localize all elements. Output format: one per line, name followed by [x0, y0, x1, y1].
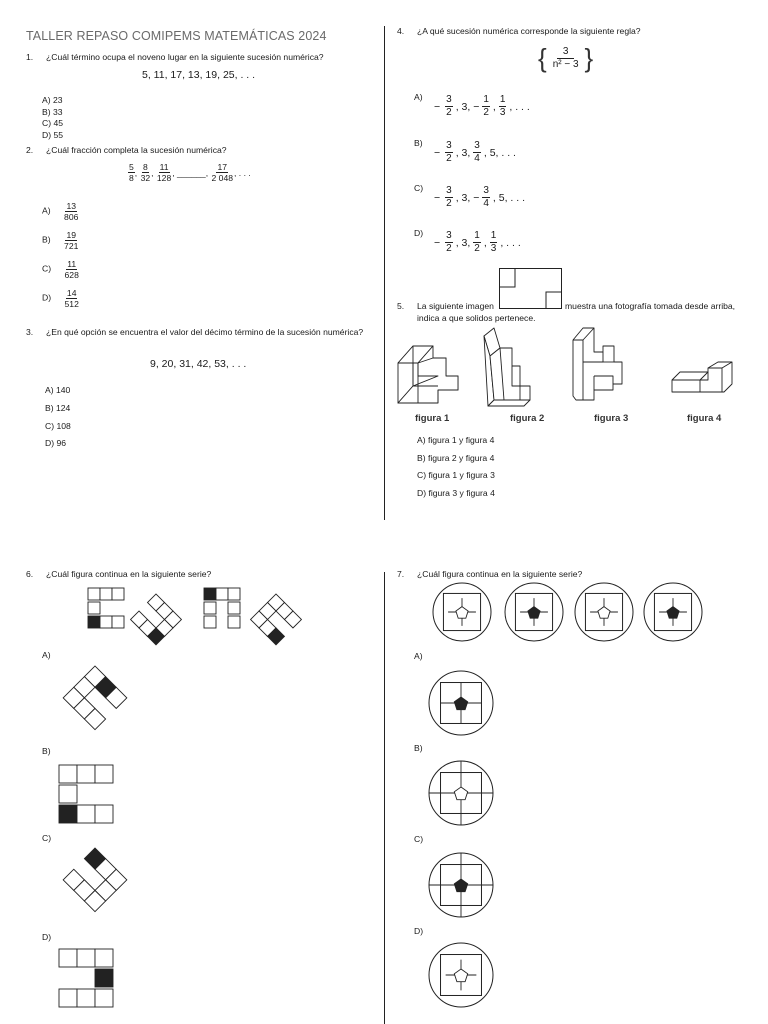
circle-figure — [429, 761, 493, 825]
q6-option-a-figure[interactable] — [55, 664, 140, 744]
fraction: $\frac{3}{2}$ — [446, 94, 452, 118]
option-b[interactable]: B) figura 2 y figura 4 — [417, 452, 495, 463]
q4-option-label[interactable]: A) — [414, 92, 423, 102]
figure-2-solid — [484, 328, 530, 406]
q7-option-c-label[interactable]: C) — [414, 834, 424, 844]
sign: − — [434, 100, 441, 113]
question-text: ¿Cuál término ocupa el noveno lugar en la siguiente sucesión numérica? — [46, 52, 324, 62]
sign: − — [434, 236, 441, 249]
q2-option-d[interactable]: D) $\frac{14}{512}$ — [42, 288, 79, 309]
separator: , — [492, 100, 496, 113]
circle-figure — [429, 853, 493, 917]
page-title: TALLER REPASO COMIPEMS MATEMÁTICAS 2024 — [26, 29, 327, 43]
question-number: 6. — [26, 569, 34, 579]
fraction: 1 2 — [474, 230, 480, 254]
series-figure-4 — [251, 594, 302, 645]
q6-option-b-label[interactable]: B) — [42, 746, 51, 756]
q3-options — [45, 382, 71, 453]
question-text: ¿A qué sucesión numérica corresponde la siguiente regla? — [417, 26, 641, 36]
q6-series — [86, 586, 316, 646]
q6-option-d-label[interactable]: D) — [42, 932, 52, 942]
fraction: $\frac{14}{512}$ — [64, 288, 79, 309]
fraction: $\frac{5}{8}$ — [129, 162, 134, 183]
q2-option-b[interactable]: B) $\frac{19}{721}$ — [42, 230, 79, 251]
figure-1-label: figura 1 — [415, 413, 450, 424]
question-text-before: La siguiente imagen — [417, 301, 494, 311]
q6-option-b-figure[interactable] — [58, 764, 118, 828]
figure-4-label: figura 4 — [687, 413, 722, 424]
separator: , . . . — [500, 236, 521, 249]
left-brace: { — [538, 43, 547, 73]
q5-options — [417, 432, 495, 502]
rule-fraction: 3 n² − 3 — [552, 45, 579, 70]
option-b[interactable]: B) 33 — [42, 106, 63, 117]
question-4 — [397, 26, 641, 37]
q4-option-sequence[interactable] — [434, 230, 523, 255]
figure-3-solid — [573, 328, 622, 400]
fraction: $\frac{11}{628}$ — [64, 259, 79, 280]
fraction: $\frac{11}{128}$ — [156, 162, 172, 183]
q7-option-b-label[interactable]: B) — [414, 743, 423, 753]
option-d[interactable]: D) 96 — [45, 438, 67, 449]
q4-option-sequence[interactable] — [434, 185, 527, 210]
q6-option-d-figure[interactable] — [58, 948, 118, 1012]
q7-option-d-label[interactable]: D) — [414, 926, 424, 936]
option-c[interactable]: C) 108 — [45, 420, 71, 431]
q4-option-label[interactable]: B) — [414, 138, 423, 148]
q6-option-a-label[interactable]: A) — [42, 650, 51, 660]
circle-figure — [429, 943, 493, 1007]
fraction: 3 4 — [474, 140, 480, 164]
question-number: 3. — [26, 327, 34, 337]
top-view-image — [499, 268, 563, 310]
q2-sequence: $\frac{5}{8}$ , $\frac{8}{32}$ , $\frac{11}{128}$ , ______ , $\frac{17}{2 048}$ , . . . — [129, 162, 251, 183]
question-text: ¿Cuál figura continua en la siguiente serie? — [417, 569, 583, 579]
question-text: ¿Cuál figura continua en la siguiente serie? — [46, 569, 212, 579]
figure-2-label: figura 2 — [510, 413, 545, 424]
q7-option-d-figure[interactable] — [428, 942, 494, 1008]
question-5-text-after: muestra una fotografía tomada desde arriba, — [565, 301, 736, 311]
separator: , 3, — [455, 236, 471, 249]
option-c[interactable]: C) figura 1 y figura 3 — [417, 470, 495, 481]
blank: ______ — [177, 167, 206, 178]
question-text: ¿En qué opción se encuentra el valor del décimo término de la sucesión numérica? — [46, 327, 364, 337]
fraction: $\frac{19}{721}$ — [64, 230, 79, 251]
question-2 — [26, 145, 227, 156]
q4-option-sequence[interactable] — [434, 140, 518, 165]
separator: , 3, − — [455, 191, 480, 204]
q7-option-b-figure[interactable] — [428, 760, 494, 826]
ellipsis: . . . — [238, 167, 251, 178]
series-figure-3 — [204, 588, 240, 628]
fraction: $\frac{3}{2}$ — [446, 140, 452, 164]
solid-figures — [396, 328, 766, 410]
circle-figure — [433, 583, 491, 641]
separator: , 3, — [455, 146, 471, 159]
series-figure-1 — [88, 588, 124, 628]
q4-rule — [538, 45, 593, 71]
right-brace: } — [584, 43, 594, 73]
q1-sequence: 5, 11, 17, 13, 19, 25, . . . — [142, 69, 256, 81]
column-divider-bottom — [384, 572, 385, 1024]
question-text: ¿Cuál fracción completa la sucesión numérica? — [46, 145, 227, 155]
question-number: 2. — [26, 145, 34, 155]
question-number: 5. — [397, 301, 405, 311]
option-a[interactable]: A) figura 1 y figura 4 — [417, 435, 495, 445]
fraction: 1 3 — [490, 230, 497, 254]
fraction: $\frac{1}{2}$ — [483, 94, 489, 118]
q6-option-c-label[interactable]: C) — [42, 833, 52, 843]
q6-option-c-figure[interactable] — [55, 846, 140, 928]
column-divider-top — [384, 26, 385, 520]
separator: , 5, . . . — [492, 191, 526, 204]
q4-option-label[interactable]: C) — [414, 183, 424, 193]
figure-3-label: figura 3 — [594, 413, 629, 424]
separator: , 5, . . . — [483, 146, 516, 159]
option-d[interactable]: D) figura 3 y figura 4 — [417, 487, 495, 498]
option-d[interactable]: D) 55 — [42, 129, 64, 140]
fraction: $\frac{3}{2}$ — [446, 230, 452, 254]
option-b[interactable]: B) 124 — [45, 402, 71, 413]
fraction: $\frac{8}{32}$ — [140, 162, 151, 183]
q4-option-label[interactable]: D) — [414, 228, 424, 238]
question-5-text-line2: indica a que solidos pertenece. — [417, 313, 536, 323]
circle-figure — [505, 583, 563, 641]
series-figure-2 — [131, 594, 182, 645]
separator: , . . . — [509, 100, 530, 113]
option-a[interactable]: A) 140 — [45, 385, 71, 395]
fraction: 1 3 — [499, 94, 506, 118]
fraction: $\frac{3}{4}$ — [483, 185, 489, 209]
separator: , — [483, 236, 487, 249]
question-6 — [26, 569, 211, 580]
q7-option-c-figure[interactable] — [428, 852, 494, 918]
q7-option-a-figure[interactable] — [428, 670, 494, 736]
question-3 — [26, 327, 372, 338]
circle-figure — [575, 583, 633, 641]
fraction: $\frac{3}{2}$ — [446, 185, 452, 209]
question-5 — [397, 301, 494, 312]
option-c[interactable]: C) 45 — [42, 118, 64, 128]
question-number: 1. — [26, 52, 34, 62]
question-7 — [397, 569, 582, 580]
q4-option-sequence[interactable] — [434, 94, 532, 119]
figure-1-solid — [398, 346, 458, 410]
fraction: $\frac{17}{2 048}$ — [211, 162, 234, 183]
circle-figure — [644, 583, 702, 641]
q1-options — [42, 95, 63, 141]
q3-sequence: 9, 20, 31, 42, 53, . . . — [150, 358, 247, 370]
separator: , 3, − — [455, 100, 480, 113]
q2-option-a[interactable]: A) $\frac{13}{806}$ — [42, 201, 79, 222]
question-number: 4. — [397, 26, 405, 36]
sign: − — [434, 146, 441, 159]
sign: − — [434, 191, 441, 204]
figure-4-solid — [672, 362, 732, 392]
q7-option-a-label[interactable]: A) — [414, 651, 423, 661]
option-a[interactable]: A) 23 — [42, 95, 63, 105]
q7-series — [432, 582, 712, 642]
question-number: 7. — [397, 569, 405, 579]
circle-figure — [429, 671, 493, 735]
question-1 — [26, 52, 324, 63]
q2-option-c[interactable]: C) $\frac{11}{628}$ — [42, 259, 79, 280]
fraction: $\frac{13}{806}$ — [64, 201, 79, 222]
